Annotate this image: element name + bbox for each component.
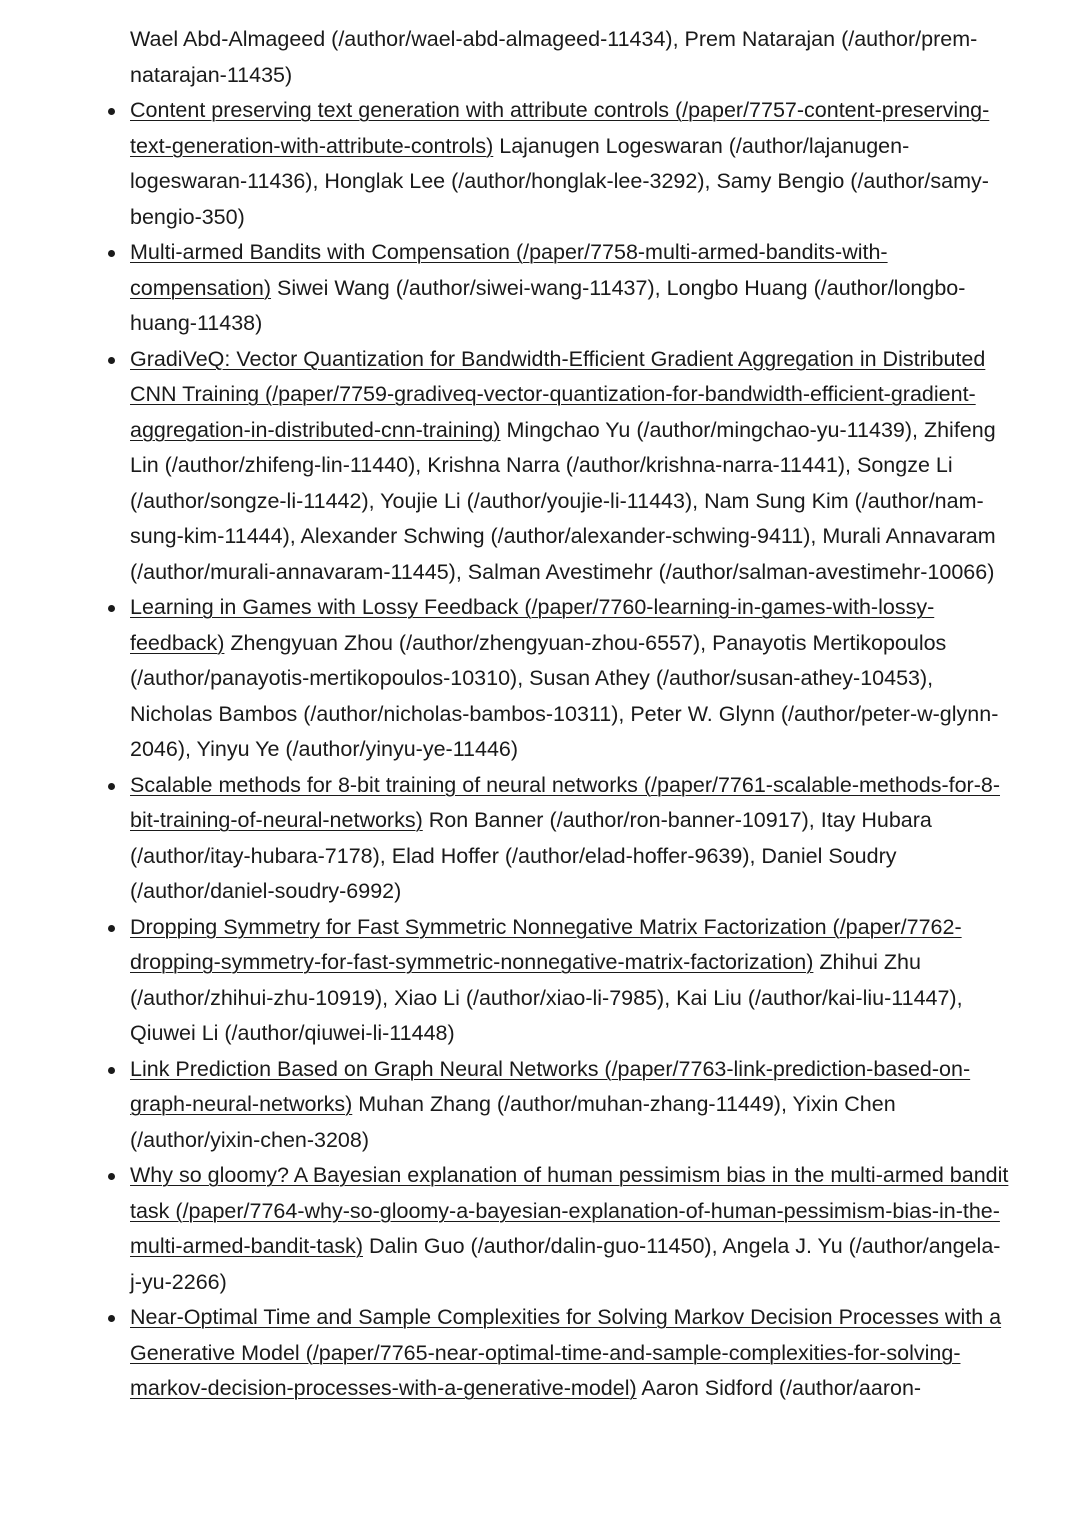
paper-title-link[interactable]: Dropping Symmetry for Fast Symmetric Nonnegative Matrix Factorization (/paper/7762-dropping-symmetry-for-fast-symmetric-nonnegative-matrix-factorization) — [130, 914, 962, 974]
bullet-icon — [108, 357, 115, 364]
list-item — [130, 768, 1010, 910]
paper-title-link[interactable]: Link Prediction Based on Graph Neural Networks (/paper/7763-link-prediction-based-on-graph-neural-networks) — [130, 1056, 971, 1116]
paper-authors: Siwei Wang (/author/siwei-wang-11437), Longbo Huang (/author/longbo-huang-11438) — [130, 275, 966, 335]
list-item — [130, 1052, 1010, 1159]
list-item — [130, 1300, 1010, 1407]
bullet-icon — [108, 1315, 115, 1322]
paper-authors: Dalin Guo (/author/dalin-guo-11450), Angela J. Yu (/author/angela-j-yu-2266) — [130, 1234, 1001, 1294]
bullet-icon — [108, 783, 115, 790]
bullet-icon — [108, 108, 115, 115]
list-item — [130, 910, 1010, 1052]
paper-authors: Muhan Zhang (/author/muhan-zhang-11449), Yixin Chen (/author/yixin-chen-3208) — [130, 1092, 896, 1152]
bullet-icon — [108, 925, 115, 932]
bullet-icon — [108, 1067, 115, 1074]
paper-title-link[interactable]: Why so gloomy? A Bayesian explanation of human pessimism bias in the multi-armed bandit task (/paper/7764-why-so-gloomy-a-bayesian-explanation-of-human-pessimism-bias-in-the-multi-armed-bandit-task) — [130, 1163, 1009, 1258]
paper-title-link[interactable]: Content preserving text generation with attribute controls (/paper/7757-content-preserving-text-generation-with-attribute-controls) — [130, 98, 990, 158]
paper-authors: Mingchao Yu (/author/mingchao-yu-11439), Zhifeng Lin (/author/zhifeng-lin-11440), Krishna Narra (/author/krishna-narra-11441), Songze Li (/author/songze-li-11442), Youjie Li (/author/youjie-li-11443), Nam Sung Kim (/author/nam-sung-kim-11444), Alexander Schwing (/author/alexander-schwing-9411), Murali Annavaram (/author/murali-annavaram-11445), Salman Avestimehr (/author/salman-avestimehr-10066) — [130, 417, 996, 584]
paper-authors: Aaron Sidford (/author/aaron- — [636, 1376, 922, 1400]
paper-list — [0, 93, 1080, 1407]
paper-title-link[interactable]: Learning in Games with Lossy Feedback (/paper/7760-learning-in-games-with-lossy-feedback) — [130, 595, 935, 655]
previous-entry-authors: Wael Abd-Almageed (/author/wael-abd-almageed-11434), Prem Natarajan (/author/prem-natarajan-11435) — [130, 27, 978, 87]
bullet-icon — [108, 605, 115, 612]
bullet-icon — [108, 250, 115, 257]
paper-authors: Ron Banner (/author/ron-banner-10917), Itay Hubara (/author/itay-hubara-7178), Elad Hoffer (/author/elad-hoffer-9639), Daniel Soudry (/author/daniel-soudry-6992) — [130, 808, 932, 903]
paper-authors: Lajanugen Logeswaran (/author/lajanugen-logeswaran-11436), Honglak Lee (/author/honglak-lee-3292), Samy Bengio (/author/samy-bengio-350) — [130, 133, 989, 229]
paper-title-link[interactable]: GradiVeQ: Vector Quantization for Bandwidth-Efficient Gradient Aggregation in Distributed CNN Training (/paper/7759-gradiveq-vector-quantization-for-bandwidth-efficient-gradient-aggregation-in-distributed-cnn-training) — [130, 346, 986, 442]
paper-list-page — [0, 22, 1080, 1407]
list-item — [130, 235, 1010, 342]
paper-title-link[interactable]: Near-Optimal Time and Sample Complexities for Solving Markov Decision Processes with a Generative Model (/paper/7765-near-optimal-time-and-sample-complexities-for-solving-markov-decision-processes-with-a-generative-model) — [130, 1305, 1002, 1400]
paper-title-link[interactable]: Multi-armed Bandits with Compensation (/paper/7758-multi-armed-bandits-with-compensation) — [130, 240, 888, 300]
list-item — [130, 342, 1010, 591]
list-item — [130, 1158, 1010, 1300]
bullet-icon — [108, 1173, 115, 1180]
list-item — [130, 93, 1010, 235]
list-item — [130, 590, 1010, 768]
paper-authors: Zhengyuan Zhou (/author/zhengyuan-zhou-6557), Panayotis Mertikopoulos (/author/panayotis-mertikopoulos-10310), Susan Athey (/author/susan-athey-10453), Nicholas Bambos (/author/nicholas-bambos-10311), Peter W. Glynn (/author/peter-w-glynn-2046), Yinyu Ye (/author/yinyu-ye-11446) — [130, 630, 999, 761]
paper-authors: Zhihui Zhu (/author/zhihui-zhu-10919), Xiao Li (/author/xiao-li-7985), Kai Liu (/author/kai-liu-11447), Qiuwei Li (/author/qiuwei-li-11448) — [130, 950, 963, 1045]
paper-title-link[interactable]: Scalable methods for 8-bit training of neural networks (/paper/7761-scalable-methods-for-8-bit-training-of-neural-networks) — [130, 772, 1000, 832]
